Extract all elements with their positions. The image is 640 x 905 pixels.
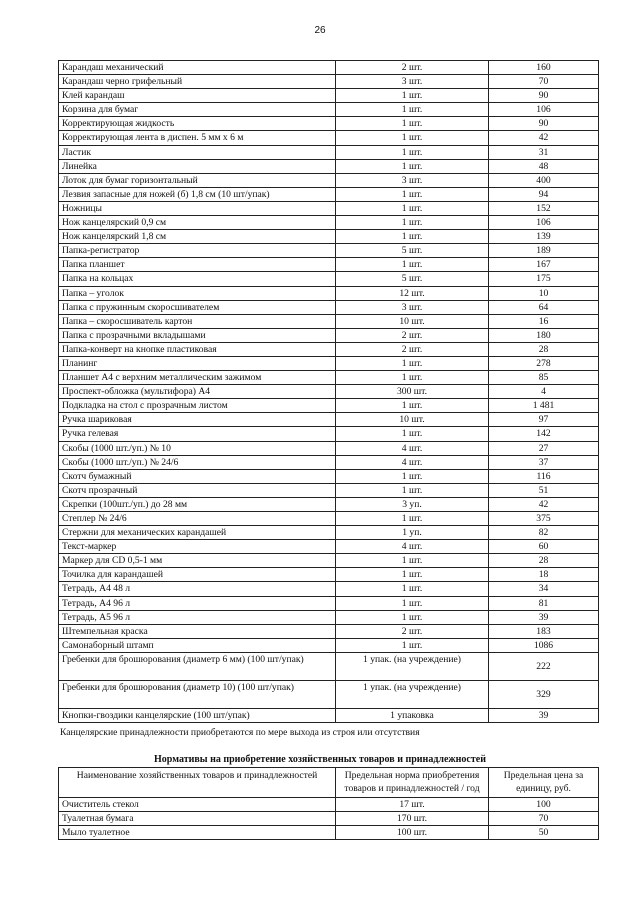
item-name-cell: Папка-конверт на кнопке пластиковая [59,342,336,356]
item-name-cell: Проспект-обложка (мультифора) А4 [59,385,336,399]
table-row [59,708,599,722]
item-quantity-cell: 1 шт. [336,201,489,215]
item-quantity-cell: 2 шт. [336,624,489,638]
item-quantity-cell: 2 шт. [336,61,489,75]
item-quantity-cell: 1 упак. (на учреждение) [336,680,489,708]
table-row [59,554,599,568]
table-row [59,356,599,370]
item-name-cell: Папка с прозрачными вкладышами [59,328,336,342]
item-name-cell: Линейка [59,159,336,173]
item-quantity-cell: 2 шт. [336,328,489,342]
item-name-cell: Клей карандаш [59,89,336,103]
table-row [59,371,599,385]
item-quantity-cell: 1 шт. [336,103,489,117]
item-quantity-cell: 1 шт. [336,371,489,385]
item-quantity-cell: 1 шт. [336,131,489,145]
item-price-cell: 60 [489,540,599,554]
item-price-cell: 31 [489,145,599,159]
table-row [59,596,599,610]
item-name-cell: Папка с пружинным скоросшивателем [59,300,336,314]
item-quantity-cell: 5 шт. [336,244,489,258]
table-row [59,624,599,638]
item-price-cell: 81 [489,596,599,610]
table-row [59,300,599,314]
item-price-cell: 116 [489,469,599,483]
item-name-cell: Гребенки для брошюрования (диаметр 10) (100 шт/упак) [59,680,336,708]
item-quantity-cell: 1 шт. [336,89,489,103]
item-name-cell: Карандаш механический [59,61,336,75]
item-quantity-cell: 1 упак. (на учреждение) [336,652,489,680]
table-row [59,413,599,427]
item-price-cell: 106 [489,216,599,230]
item-quantity-cell: 1 шт. [336,427,489,441]
item-price-cell: 400 [489,173,599,187]
item-price-cell: 189 [489,244,599,258]
table-row [59,497,599,511]
item-price-cell: 375 [489,512,599,526]
table-row [59,512,599,526]
item-name-cell: Тетрадь, А4 48 л [59,582,336,596]
item-price-cell: 4 [489,385,599,399]
item-name-cell: Текст-маркер [59,540,336,554]
item-name-cell: Карандаш черно грифельный [59,75,336,89]
stationery-note: Канцелярские принадлежности приобретаются по мере выхода из строя или отсутствия [60,727,420,738]
item-name-cell: Корзина для бумаг [59,103,336,117]
item-price-cell: 42 [489,131,599,145]
table-row [59,103,599,117]
item-name-cell: Папка-регистратор [59,244,336,258]
item-price-cell: 70 [489,75,599,89]
item-quantity-cell: 1 шт. [336,568,489,582]
item-name-cell: Штемпельная краска [59,624,336,638]
item-name-cell: Очиститель стекол [59,798,336,812]
item-price-cell: 27 [489,441,599,455]
item-name-cell: Корректирующая жидкость [59,117,336,131]
item-quantity-cell: 1 шт. [336,512,489,526]
item-price-cell: 16 [489,314,599,328]
item-price-cell: 37 [489,455,599,469]
item-price-cell: 139 [489,230,599,244]
item-price-cell: 97 [489,413,599,427]
household-table [58,767,599,840]
item-name-cell: Корректирующая лента в диспен. 5 мм х 6 м [59,131,336,145]
item-price-cell: 106 [489,103,599,117]
household-header-norm: Предельная норма приобретения товаров и принадлежностей / год [336,768,489,798]
table-row [59,173,599,187]
item-name-cell: Туалетная бумага [59,812,336,826]
page-number: 26 [314,25,326,36]
table-row [59,427,599,441]
table-row [59,385,599,399]
item-price-cell: 329 [489,680,599,708]
household-table-body [59,798,599,840]
table-row [59,230,599,244]
item-name-cell: Скобы (1000 шт./уп.) № 10 [59,441,336,455]
item-name-cell: Кнопки-гвоздики канцелярские (100 шт/упак) [59,708,336,722]
item-name-cell: Стержни для механических карандашей [59,526,336,540]
item-quantity-cell: 1 шт. [336,399,489,413]
item-name-cell: Маркер для CD 0,5-1 мм [59,554,336,568]
item-price-cell: 90 [489,117,599,131]
stationery-table-body [59,61,599,723]
item-name-cell: Папка – скоросшиватель картон [59,314,336,328]
item-name-cell: Скотч прозрачный [59,483,336,497]
table-row [59,399,599,413]
item-quantity-cell: 1 шт. [336,356,489,370]
item-price-cell: 51 [489,483,599,497]
item-price-cell: 82 [489,526,599,540]
item-quantity-cell: 1 шт. [336,145,489,159]
item-price-cell: 39 [489,708,599,722]
item-name-cell: Ластик [59,145,336,159]
item-quantity-cell: 1 шт. [336,216,489,230]
item-name-cell: Тетрадь, А4 96 л [59,596,336,610]
table-row [59,89,599,103]
item-price-cell: 100 [489,798,599,812]
item-price-cell: 42 [489,497,599,511]
table-row [59,201,599,215]
item-price-cell: 18 [489,568,599,582]
table-row [59,61,599,75]
item-quantity-cell: 4 шт. [336,455,489,469]
item-name-cell: Ручка шариковая [59,413,336,427]
item-quantity-cell: 1 уп. [336,526,489,540]
table-row [59,244,599,258]
table-row [59,131,599,145]
item-quantity-cell: 300 шт. [336,385,489,399]
item-quantity-cell: 3 шт. [336,300,489,314]
item-price-cell: 85 [489,371,599,385]
item-name-cell: Подкладка на стол с прозрачным листом [59,399,336,413]
table-row [59,610,599,624]
item-quantity-cell: 1 шт. [336,582,489,596]
item-name-cell: Ручка гелевая [59,427,336,441]
table-row [59,258,599,272]
item-quantity-cell: 2 шт. [336,342,489,356]
item-price-cell: 50 [489,826,599,840]
item-name-cell: Нож канцелярский 0,9 см [59,216,336,230]
item-quantity-cell: 1 упаковка [336,708,489,722]
item-price-cell: 278 [489,356,599,370]
item-price-cell: 90 [489,89,599,103]
table-row [59,826,599,840]
table-row [59,540,599,554]
item-quantity-cell: 17 шт. [336,798,489,812]
item-name-cell: Ножницы [59,201,336,215]
table-row [59,483,599,497]
item-quantity-cell: 1 шт. [336,596,489,610]
item-price-cell: 1086 [489,638,599,652]
item-quantity-cell: 1 шт. [336,483,489,497]
item-quantity-cell: 3 шт. [336,173,489,187]
table-row [59,582,599,596]
table-row [59,187,599,201]
table-row [59,680,599,708]
item-name-cell: Папка – уголок [59,286,336,300]
item-quantity-cell: 1 шт. [336,258,489,272]
item-name-cell: Планинг [59,356,336,370]
item-name-cell: Планшет А4 с верхним металлическим зажимом [59,371,336,385]
item-price-cell: 28 [489,342,599,356]
item-price-cell: 160 [489,61,599,75]
item-name-cell: Степлер № 24/6 [59,512,336,526]
item-name-cell: Гребенки для брошюрования (диаметр 6 мм) (100 шт/упак) [59,652,336,680]
item-quantity-cell: 1 шт. [336,610,489,624]
table-row [59,216,599,230]
item-name-cell: Нож канцелярский 1,8 см [59,230,336,244]
item-price-cell: 10 [489,286,599,300]
item-quantity-cell: 1 шт. [336,117,489,131]
table-row [59,75,599,89]
table-row [59,342,599,356]
item-price-cell: 183 [489,624,599,638]
item-price-cell: 152 [489,201,599,215]
table-row [59,526,599,540]
table-row [59,652,599,680]
item-price-cell: 70 [489,812,599,826]
table-row [59,328,599,342]
item-quantity-cell: 170 шт. [336,812,489,826]
household-header-row [59,768,599,798]
section-title: Нормативы на приобретение хозяйственных товаров и принадлежностей [154,754,486,765]
item-quantity-cell: 1 шт. [336,469,489,483]
item-quantity-cell: 1 шт. [336,230,489,244]
item-quantity-cell: 1 шт. [336,638,489,652]
item-price-cell: 94 [489,187,599,201]
item-quantity-cell: 10 шт. [336,413,489,427]
item-price-cell: 64 [489,300,599,314]
table-row [59,798,599,812]
item-quantity-cell: 12 шт. [336,286,489,300]
item-name-cell: Тетрадь, А5 96 л [59,610,336,624]
item-quantity-cell: 1 шт. [336,159,489,173]
item-quantity-cell: 1 шт. [336,554,489,568]
household-header-price: Предельная цена за единицу, руб. [489,768,599,798]
item-name-cell: Точилка для карандашей [59,568,336,582]
item-name-cell: Скобы (1000 шт./уп.) № 24/6 [59,455,336,469]
item-name-cell: Скрепки (100шт./уп.) до 28 мм [59,497,336,511]
item-quantity-cell: 3 уп. [336,497,489,511]
table-row [59,159,599,173]
table-row [59,441,599,455]
table-row [59,812,599,826]
item-quantity-cell: 3 шт. [336,75,489,89]
household-header-name: Наименование хозяйственных товаров и принадлежностей [59,768,336,798]
item-price-cell: 1 481 [489,399,599,413]
table-row [59,286,599,300]
item-name-cell: Самонаборный штамп [59,638,336,652]
item-price-cell: 167 [489,258,599,272]
item-price-cell: 28 [489,554,599,568]
table-row [59,638,599,652]
item-quantity-cell: 5 шт. [336,272,489,286]
item-name-cell: Скотч бумажный [59,469,336,483]
item-price-cell: 39 [489,610,599,624]
item-price-cell: 48 [489,159,599,173]
item-quantity-cell: 4 шт. [336,441,489,455]
item-price-cell: 142 [489,427,599,441]
item-price-cell: 222 [489,652,599,680]
item-name-cell: Лезвия запасные для ножей (б) 1,8 см (10 шт/упак) [59,187,336,201]
item-name-cell: Папка на кольцах [59,272,336,286]
table-row [59,117,599,131]
table-row [59,469,599,483]
table-row [59,568,599,582]
item-quantity-cell: 10 шт. [336,314,489,328]
item-price-cell: 34 [489,582,599,596]
table-row [59,314,599,328]
item-quantity-cell: 100 шт. [336,826,489,840]
stationery-table [58,60,599,723]
item-quantity-cell: 4 шт. [336,540,489,554]
item-price-cell: 180 [489,328,599,342]
item-quantity-cell: 1 шт. [336,187,489,201]
table-row [59,145,599,159]
table-row [59,272,599,286]
item-name-cell: Лоток для бумаг горизонтальный [59,173,336,187]
table-row [59,455,599,469]
item-name-cell: Мыло туалетное [59,826,336,840]
item-name-cell: Папка планшет [59,258,336,272]
item-price-cell: 175 [489,272,599,286]
